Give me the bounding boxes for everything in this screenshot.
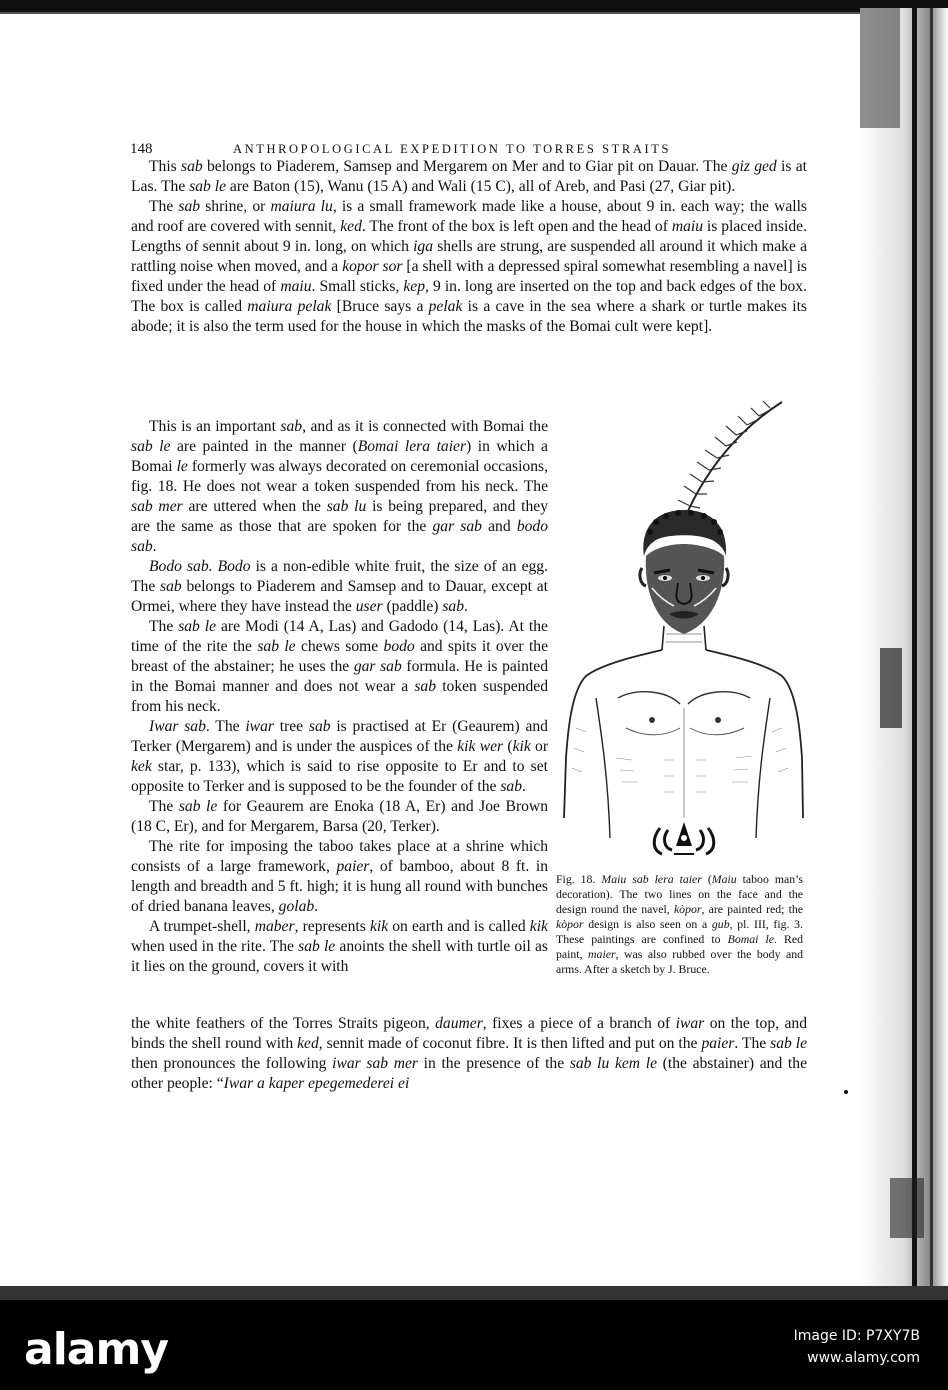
paragraph: Iwar sab. The iwar tree sab is practised at Er (Geaurem) and Terker (Mergarem) and is under the auspices of the kik wer (kik or kek star, p. 133), which is said to rise opposite to Er and to set opposite to Terker and is supposed to be the founder of the sab. <box>131 718 549 795</box>
body-text-top <box>131 157 807 337</box>
body-text-column <box>131 417 548 977</box>
watermark-footer <box>0 1286 948 1390</box>
paragraph: The sab shrine, or maiura lu, is a small framework made like a house, about 9 in. each way; the walls and roof are covered with sennit, ked. The front of the box is left open and the head of maiu is placed inside. Lengths of sennit about 9 in. long, on which iga shells are strung, are suspended all around it which make a rattling noise when moved, and a kopor sor [a shell with a depressed spiral somewhat resembling a navel] is fixed under the head of maiu. Small sticks, kep, 9 in. long are inserted on the top and back edges of the box. The box is called maiura pelak [Bruce says a pelak is a cave in the sea where a shark or turtle makes its abode; it is also the term used for the house in which the masks of the Bomai cult were kept]. <box>131 198 808 335</box>
figure-caption: Fig. 18. Maiu sab lera taier (Maiu taboo man’s decoration). The two lines on the face and the design round the navel, kòpor, are painted red; the kòpor design is also seen on a gub, pl. III, fig. 3. These paintings are confined to Bomai le. Red paint, maier, was also rubbed over the body and arms. After a sketch by J. Bruce. <box>556 872 804 976</box>
running-head-title: ANTHROPOLOGICAL EXPEDITION TO TORRES STRAITS <box>233 142 672 156</box>
paragraph: This is an important sab, and as it is connected with Bomai the sab le are painted in the manner (Bomai lera taier) in which a Bomai le formerly was always decorated on ceremonial occasions, fig. 18. He does not wear a token suspended from his neck. The sab mer are uttered when the sab lu is being prepared, and they are the same as those that are spoken for the gar sab and bodo sab. <box>131 418 549 555</box>
image-id: Image ID: P7XY7B <box>793 1328 920 1344</box>
book-page <box>0 14 870 1304</box>
portrait-sketch <box>556 398 806 868</box>
margin-mark <box>844 1090 848 1094</box>
site-url: www.alamy.com <box>807 1350 920 1366</box>
page-edge-shadow <box>860 8 948 1308</box>
paragraph: This sab belongs to Piaderem, Samsep and Mergarem on Mer and to Giar pit on Dauar. The giz ged is at Las. The sab le are Baton (15), Wanu (15 A) and Wali (15 C), all of Areb, and Pasi (27, Giar pit). <box>131 158 807 195</box>
figure-18-illustration <box>556 398 806 868</box>
body-text-bottom <box>131 1014 807 1094</box>
paragraph: Bodo sab. Bodo is a non-edible white fruit, the size of an egg. The sab belongs to Piaderem and Samsep and to Dauar, except at Ormei, where they have instead the user (paddle) sab. <box>131 558 548 615</box>
paragraph: The sab le are Modi (14 A, Las) and Gadodo (14, Las). At the time of the rite the sab le chews some bodo and spits it over the breast of the abstainer; he uses the gar sab formula. He is painted in the Bomai manner and does not wear a sab token suspended from his neck. <box>131 618 548 715</box>
paragraph: the white feathers of the Torres Straits pigeon, daumer, fixes a piece of a branch of iwar on the top, and binds the shell round with ked, sennit made of coconut fibre. It is then lifted and put on the paier. The sab le then pronounces the following iwar sab mer in the presence of the sab lu kem le (the abstainer) and the other people: “Iwar a kaper epegemederei ei <box>131 1015 808 1092</box>
scan-bottom-edge <box>0 1286 948 1300</box>
page-number: 148 <box>130 141 153 157</box>
scan-right-edge <box>860 8 948 1308</box>
scan-top-edge <box>0 0 948 12</box>
paragraph: The sab le for Geaurem are Enoka (18 A, Er) and Joe Brown (18 C, Er), and for Mergarem, Barsa (20, Terker). <box>131 798 548 835</box>
paragraph: A trumpet-shell, maber, represents kik on earth and is called kik when used in the rite. The sab le anoints the shell with turtle oil as it lies on the ground, covers it with <box>131 918 548 975</box>
paragraph: The rite for imposing the taboo takes place at a shrine which consists of a large framework, paier, of bamboo, about 8 ft. in length and breadth and 5 ft. high; it is hung all round with bunches of dried banana leaves, golab. <box>131 838 548 915</box>
alamy-logo: alamy <box>24 1324 168 1375</box>
